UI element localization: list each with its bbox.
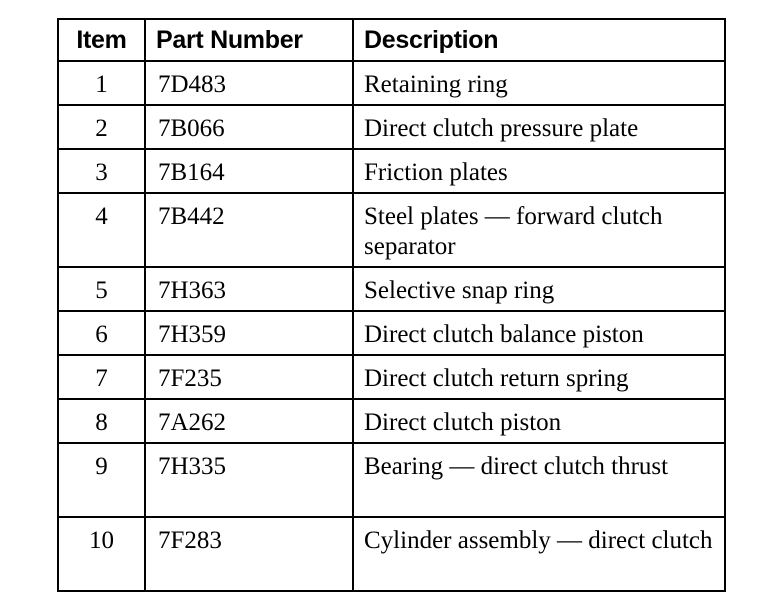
item-cell: 1 <box>58 61 145 105</box>
description-cell: Steel plates — forward clutch separator <box>353 193 725 267</box>
description-cell: Direct clutch balance piston <box>353 311 725 355</box>
item-cell: 6 <box>58 311 145 355</box>
header-row <box>58 19 725 61</box>
parts-table <box>57 18 726 592</box>
description-cell: Friction plates <box>353 149 725 193</box>
description-cell: Direct clutch piston <box>353 399 725 443</box>
table-header <box>58 19 725 61</box>
header-part-number: Part Number <box>145 19 353 61</box>
item-cell: 10 <box>58 517 145 591</box>
table-row <box>58 517 725 591</box>
description-cell: Direct clutch pressure plate <box>353 105 725 149</box>
part-number-cell: 7B066 <box>145 105 353 149</box>
part-number-cell: 7H335 <box>145 443 353 517</box>
description-cell: Cylinder assembly — direct clutch <box>353 517 725 591</box>
item-cell: 8 <box>58 399 145 443</box>
part-number-cell: 7F235 <box>145 355 353 399</box>
description-cell: Bearing — direct clutch thrust <box>353 443 725 517</box>
description-cell: Direct clutch return spring <box>353 355 725 399</box>
table-row <box>58 355 725 399</box>
part-number-cell: 7H359 <box>145 311 353 355</box>
table-row <box>58 399 725 443</box>
part-number-cell: 7B442 <box>145 193 353 267</box>
table-row <box>58 443 725 517</box>
item-cell: 3 <box>58 149 145 193</box>
table-row <box>58 149 725 193</box>
part-number-cell: 7A262 <box>145 399 353 443</box>
table-row <box>58 61 725 105</box>
part-number-cell: 7D483 <box>145 61 353 105</box>
item-cell: 2 <box>58 105 145 149</box>
part-number-cell: 7H363 <box>145 267 353 311</box>
part-number-cell: 7B164 <box>145 149 353 193</box>
table-row <box>58 311 725 355</box>
table-row <box>58 193 725 267</box>
item-cell: 7 <box>58 355 145 399</box>
description-cell: Selective snap ring <box>353 267 725 311</box>
item-cell: 9 <box>58 443 145 517</box>
part-number-cell: 7F283 <box>145 517 353 591</box>
description-cell: Retaining ring <box>353 61 725 105</box>
table-row <box>58 267 725 311</box>
item-cell: 5 <box>58 267 145 311</box>
table-row <box>58 105 725 149</box>
table-body <box>58 61 725 591</box>
header-item: Item <box>58 19 145 61</box>
header-description: Description <box>353 19 725 61</box>
item-cell: 4 <box>58 193 145 267</box>
